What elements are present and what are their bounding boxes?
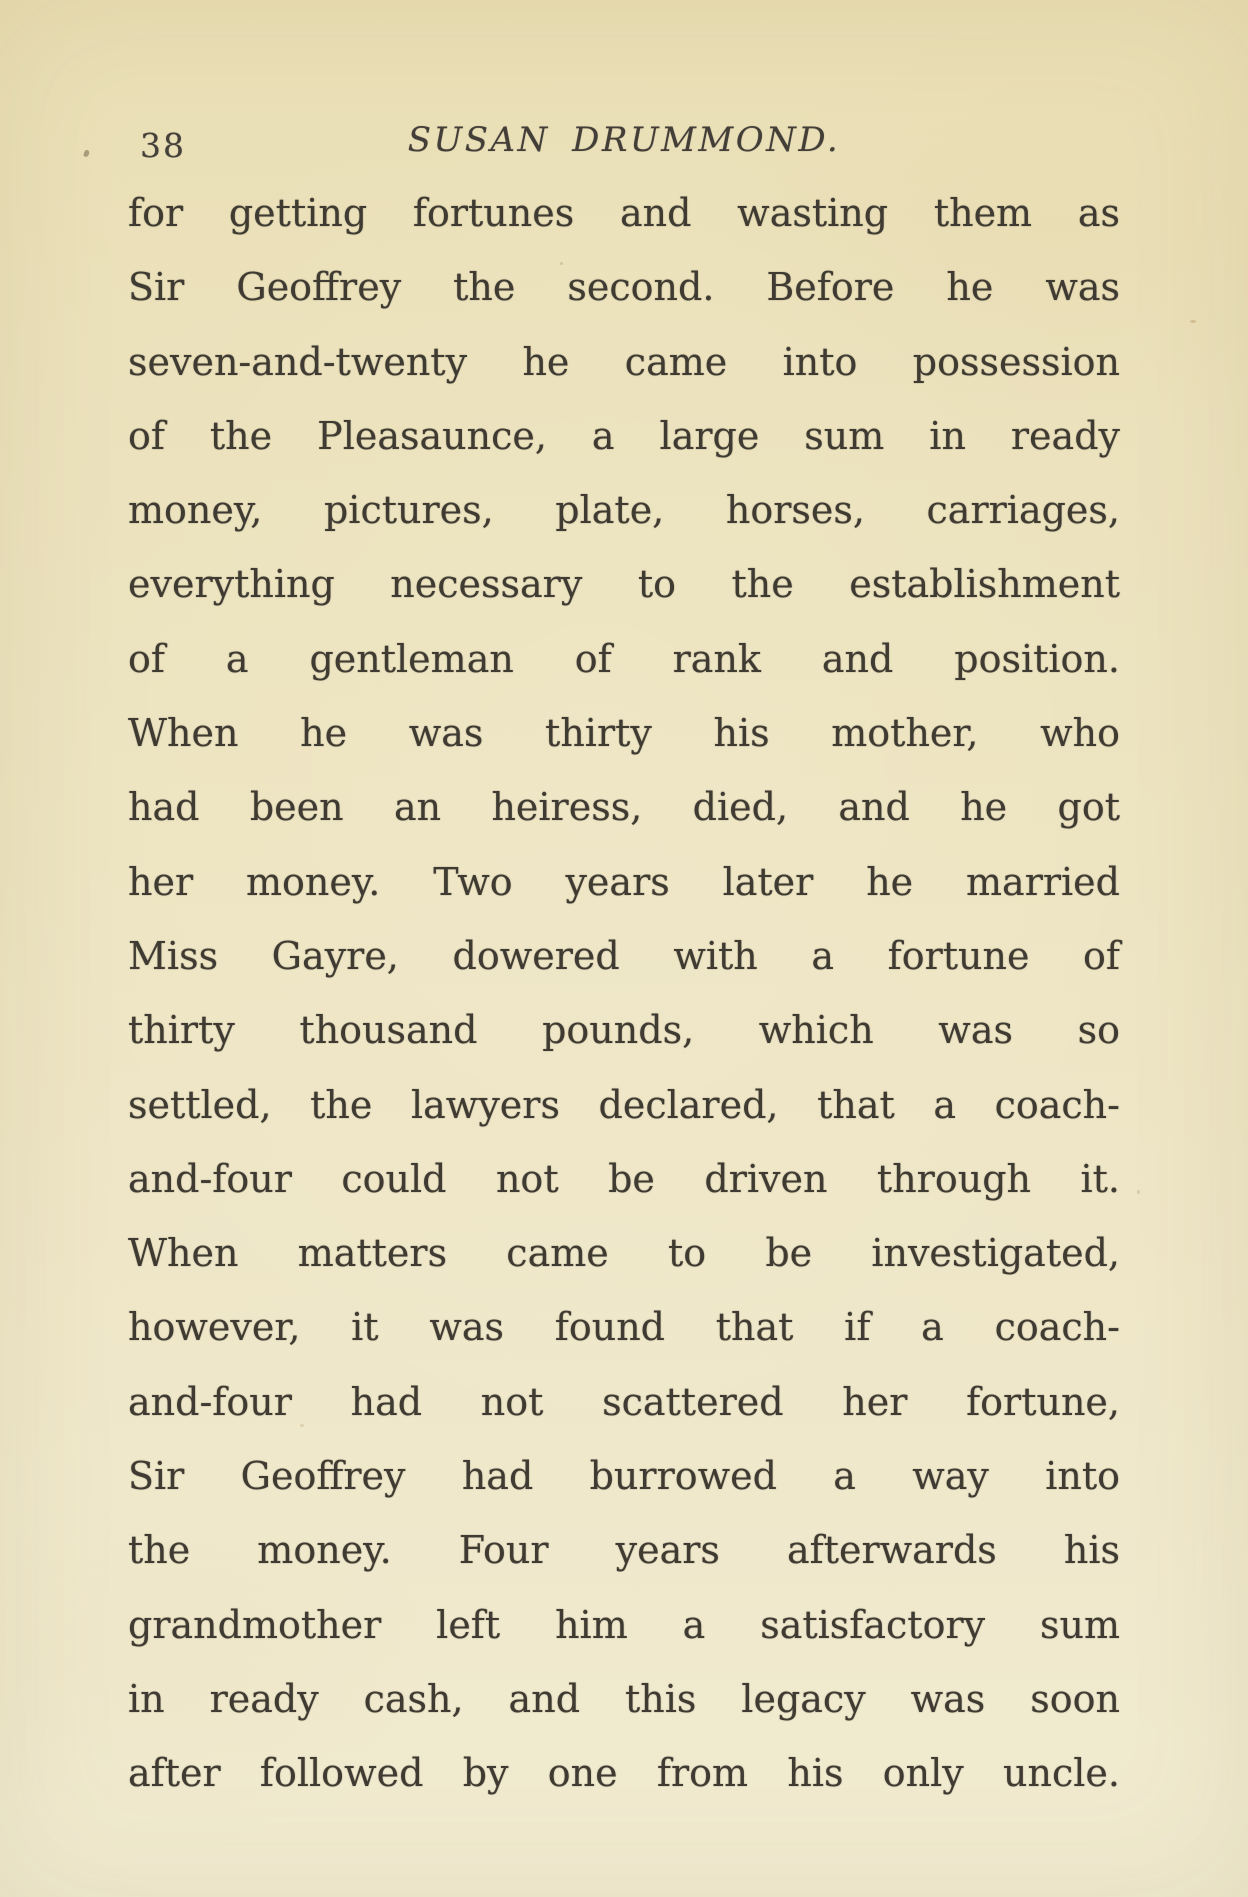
page-number: 38 (140, 126, 186, 165)
text-line: had been an heiress, died, and he got (128, 785, 1120, 830)
text-line: thirty thousand pounds, which was so (128, 1008, 1120, 1053)
text-line: and-four could not be driven through it. (128, 1156, 1120, 1201)
text-line: after followed by one from his only uncle. (128, 1751, 1120, 1796)
text-line: seven-and-twenty he came into possession (128, 339, 1120, 384)
page-header (0, 112, 1248, 164)
paper-speck (1137, 1190, 1140, 1194)
text-line: for getting fortunes and wasting them as (128, 191, 1120, 235)
text-line: grandmother left him a satisfactory sum (128, 1602, 1120, 1647)
text-line: of a gentleman of rank and position. (128, 636, 1120, 681)
paper-speck (1190, 320, 1196, 323)
text-line: everything necessary to the establishment (128, 562, 1120, 607)
text-line: money, pictures, plate, horses, carriages, (128, 488, 1120, 533)
running-header: SUSAN DRUMMOND. (407, 120, 841, 160)
text-line: in ready cash, and this legacy was soon (128, 1676, 1120, 1721)
text-line: of the Pleasaunce, a large sum in ready (128, 413, 1120, 458)
text-line: When matters came to be investigated, (128, 1231, 1120, 1276)
text-line: Sir Geoffrey had burrowed a way into (128, 1454, 1120, 1499)
text-line: and-four had not scattered her fortune, (128, 1379, 1120, 1424)
text-line: her money. Two years later he married (128, 859, 1120, 904)
text-line: Sir Geoffrey the second. Before he was (128, 265, 1120, 310)
text-line: When he was thirty his mother, who (128, 711, 1120, 756)
text-line: however, it was found that if a coach- (128, 1305, 1120, 1350)
text-line: Miss Gayre, dowered with a fortune of (128, 933, 1120, 978)
text-line: settled, the lawyers declared, that a coach- (128, 1082, 1120, 1127)
text-line: the money. Four years afterwards his (128, 1528, 1120, 1573)
body-text (128, 176, 1120, 1811)
